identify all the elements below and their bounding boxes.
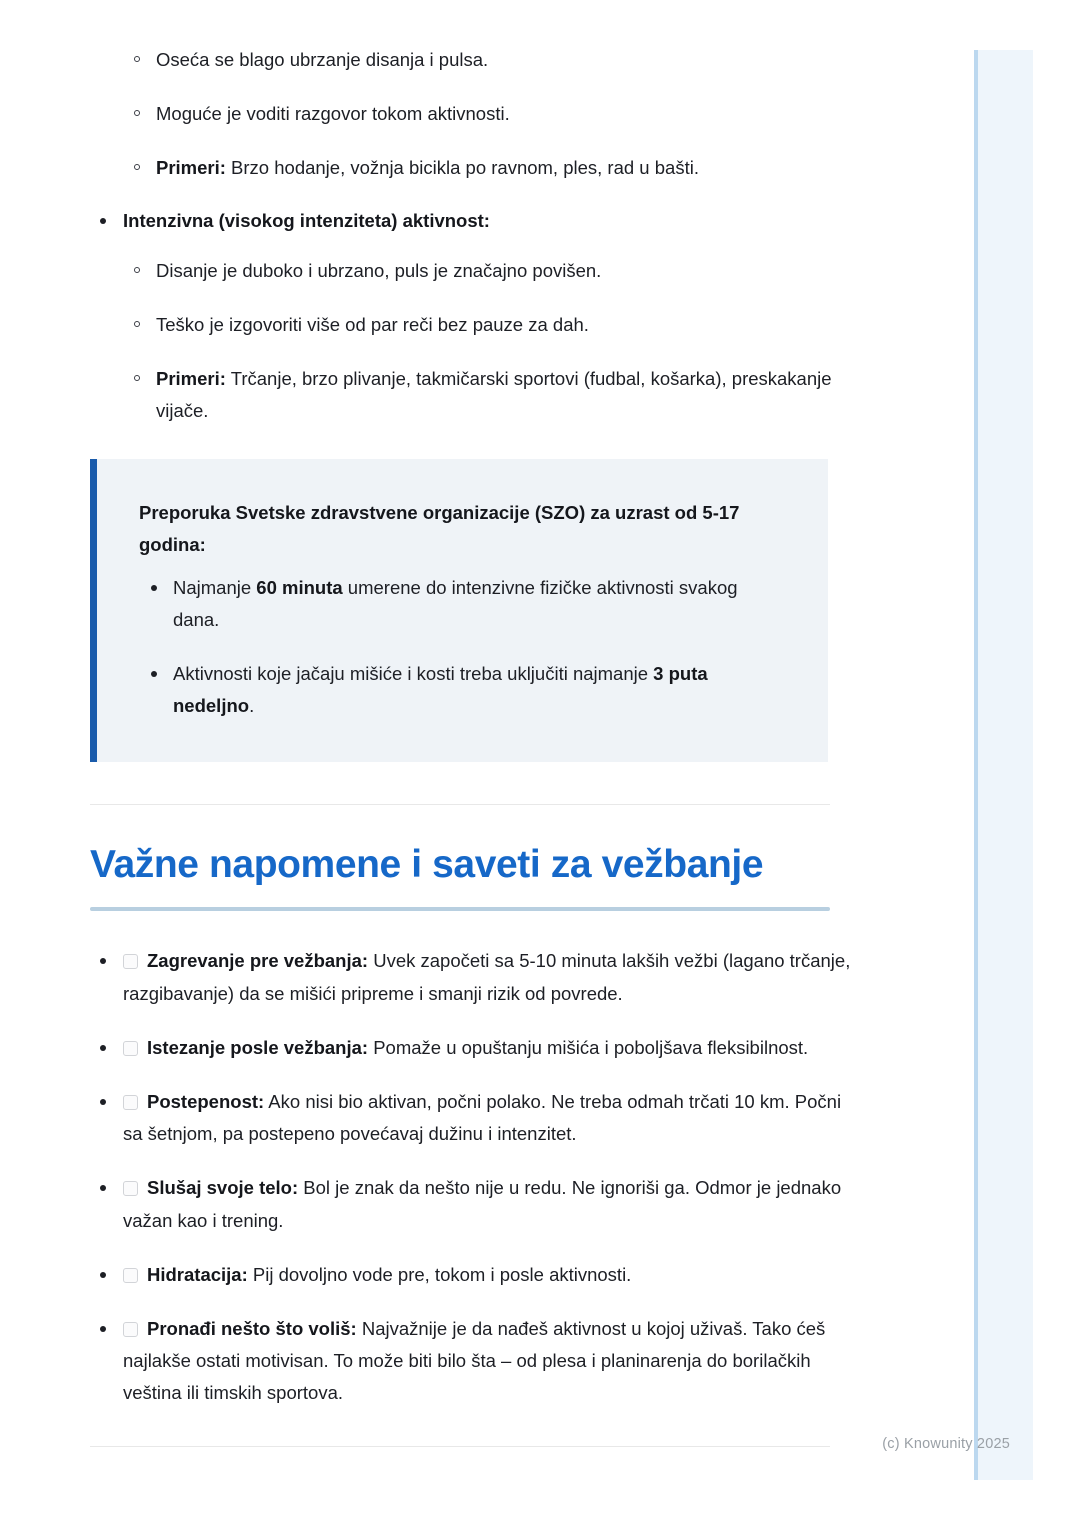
list-item-text: Teško je izgovoriti više od par reči bez pauze za dah. [156,314,589,336]
list-item [90,205,884,237]
tip-label: Zagrevanje pre vežbanja: [147,950,369,972]
list-item-text: Oseća se blago ubrzanje disanja i pulsa. [156,49,489,70]
list-item [90,1172,863,1236]
checkbox-icon[interactable] [123,1268,138,1283]
list-item-text-tail: . [249,694,255,716]
list-item-text: Disanje je duboko i ubrzano, puls je značajno povišen. [156,260,602,282]
list-item-label: Primeri: [156,367,226,389]
list-item [90,44,884,76]
page-title: Važne napomene i saveti za vežbanje [90,842,764,886]
section-divider-top [90,804,830,805]
list-item-emphasis: 60 minuta [256,577,343,599]
tip-text: Ako nisi bio aktivan, počni polako. Ne treba odmah trčati 10 km. Počni sa šetnjom, pa postepeno povećavaj dužinu i intenzitet. [123,1091,842,1145]
tip-label: Pronađi nešto što voliš: [147,1317,357,1339]
list-item-text: Najmanje [173,577,257,599]
tip-label: Istezanje posle vežbanja: [147,1036,369,1058]
tip-text: Pij dovoljno vode pre, tokom i posle aktivnosti. [247,1263,632,1285]
checkbox-icon[interactable] [123,1181,138,1196]
tip-text: Bol je znak da nešto nije u redu. Ne ignoriši ga. Odmor je jednako važan kao i trening. [123,1177,842,1231]
intense-activity-group [90,205,884,237]
tip-label: Slušaj svoje telo: [147,1177,299,1199]
list-item-text: Brzo hodanje, vožnja bicikla po ravnom, ples, rad u bašti. [225,156,699,178]
list-item [90,1313,863,1410]
callout-title: Preporuka Svetske zdravstvene organizacije (SZO) za uzrast od 5-17 godina: [139,501,740,556]
list-item [90,1086,863,1150]
exercise-tips-checklist [90,945,884,1409]
moderate-activity-sublist [90,44,884,183]
checkbox-icon[interactable] [123,1095,138,1110]
list-item [139,658,788,722]
list-item [90,945,863,1009]
list-item [90,255,884,287]
list-item [90,98,884,130]
list-item-label: Primeri: [156,156,226,178]
list-item-text: Moguće je voditi razgovor tokom aktivnosti. [156,102,510,124]
list-item-text-tail: umerene do intenzivne fizičke aktivnosti svakog dana. [173,577,738,631]
tip-text: Pomaže u opuštanju mišića i poboljšava fleksibilnost. [368,1036,809,1058]
list-item-text: Trčanje, brzo plivanje, takmičarski sportovi (fudbal, košarka), preskakanje vijače. [156,367,832,421]
tip-label: Hidratacija: [147,1263,248,1285]
checkbox-icon[interactable] [123,1041,138,1056]
intense-activity-sublist [90,255,884,426]
tip-text: Najvažnije je da nađeš aktivnost u kojoj uživaš. Tako ćeš najlakše ostati motivisan. To može biti bilo šta – od plesa i planinarenja do borilačkih veština ili timskih sportova. [123,1317,826,1404]
list-item [90,363,884,427]
intense-activity-heading: Intenzivna (visokog intenziteta) aktivnost: [123,210,490,232]
list-item [90,309,884,341]
list-item [90,1259,863,1291]
copyright-footer: (c) Knowunity 2025 [882,1436,1010,1452]
checkbox-icon[interactable] [123,954,138,969]
who-recommendation-callout [90,459,828,762]
title-underline [90,907,830,911]
list-item-text: Aktivnosti koje jačaju mišiće i kosti treba uključiti najmanje [173,662,654,684]
list-item [139,572,788,636]
list-item [90,152,884,184]
callout-list [139,572,788,721]
tip-label: Postepenost: [147,1091,265,1112]
right-side-panel [974,50,1033,1480]
tip-text: Uvek započeti sa 5-10 minuta lakših vežbi (lagano trčanje, razgibavanje) da se mišići pripreme i smanji rizik od povrede. [123,950,851,1004]
checkbox-icon[interactable] [123,1322,138,1337]
list-item-emphasis: 3 puta nedeljno [173,662,708,716]
list-item [90,1032,863,1064]
